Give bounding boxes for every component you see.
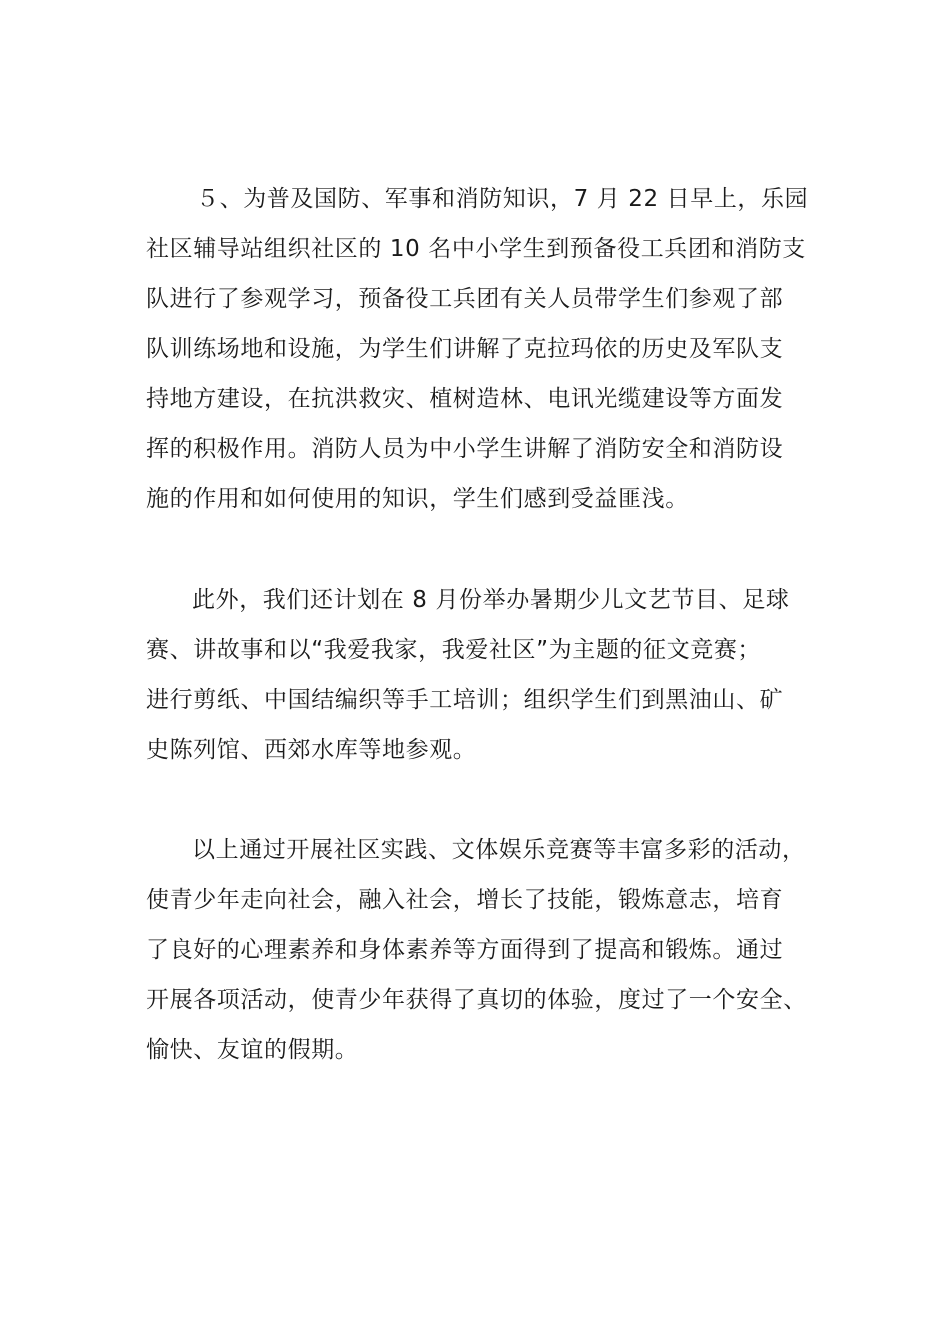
text-line: 社区辅导站组织社区的 10 名中小学生到预备役工兵团和消防支	[146, 236, 806, 262]
text-line: 挥的积极作用。消防人员为中小学生讲解了消防安全和消防设	[146, 436, 784, 462]
text-line: 此外，我们还计划在 8 月份举办暑期少儿文艺节目、足球	[192, 587, 790, 613]
text-line: 进行剪纸、中国结编织等手工培训；组织学生们到黑油山、矿	[146, 687, 784, 713]
text-line: 持地方建设，在抗洪救灾、植树造林、电讯光缆建设等方面发	[146, 386, 784, 412]
text-line: 以上通过开展社区实践、文体娱乐竞赛等丰富多彩的活动，	[192, 837, 806, 863]
text-line: ５、为普及国防、军事和消防知识，7 月 22 日早上，乐园	[196, 186, 809, 212]
text-line: 施的作用和如何使用的知识，学生们感到受益匪浅。	[146, 486, 689, 512]
text-line: 开展各项活动，使青少年获得了真切的体验，度过了一个安全、	[146, 987, 807, 1013]
text-line: 队进行了参观学习，预备役工兵团有关人员带学生们参观了部	[146, 286, 784, 312]
text-line: 史陈列馆、西郊水库等地参观。	[146, 737, 477, 763]
text-line: 赛、讲故事和以“我爱我家，我爱社区”为主题的征文竞赛；	[146, 637, 762, 663]
text-line: 队训练场地和设施，为学生们讲解了克拉玛依的历史及军队支	[146, 336, 784, 362]
text-line: 了良好的心理素养和身体素养等方面得到了提高和锻炼。通过	[146, 937, 784, 963]
text-line: 愉快、友谊的假期。	[146, 1037, 359, 1063]
text-line: 使青少年走向社会，融入社会，增长了技能，锻炼意志，培育	[146, 887, 784, 913]
